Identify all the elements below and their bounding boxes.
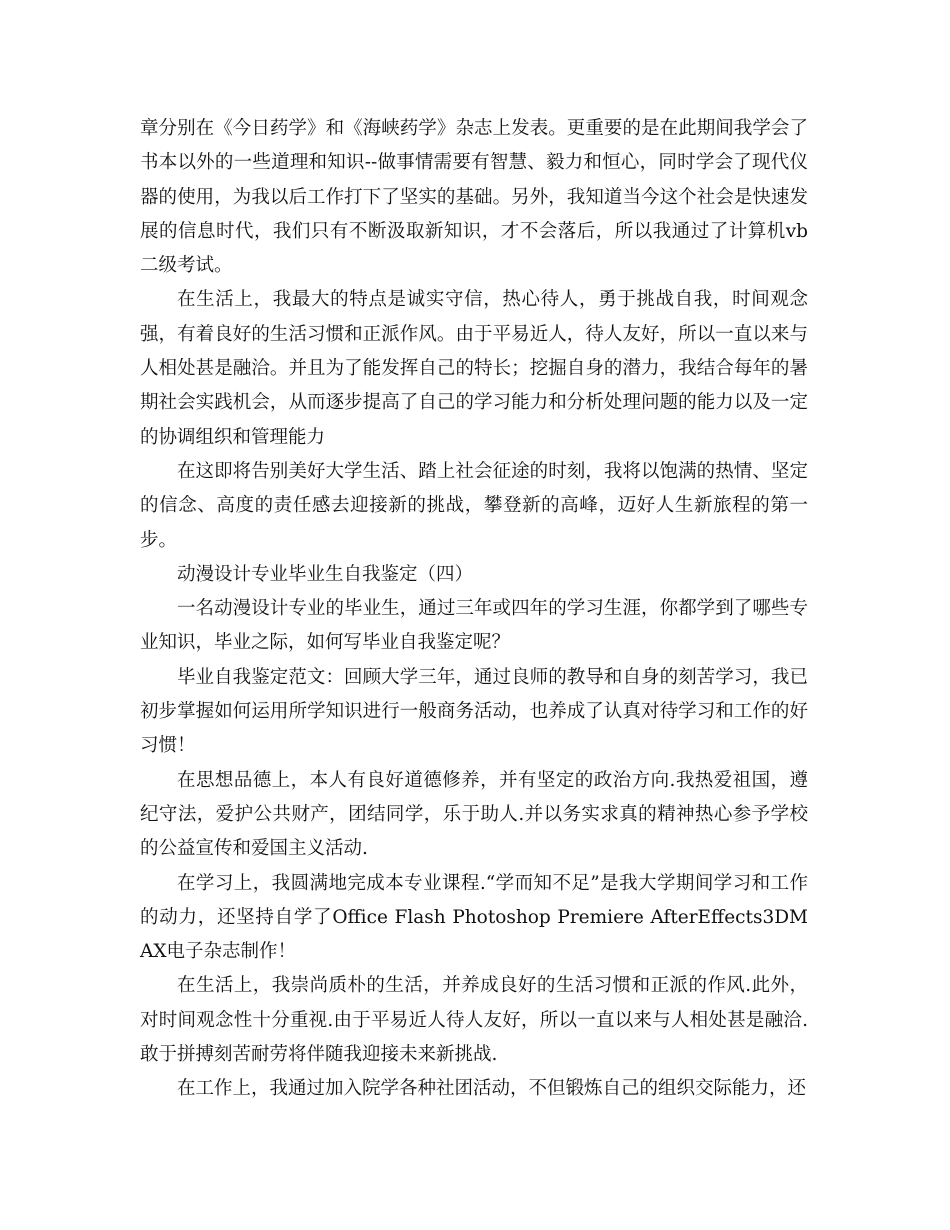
paragraph: 在工作上，我通过加入院学各种社团活动，不但锻炼自己的组织交际能力，还	[177, 1078, 807, 1100]
document-body	[140, 112, 808, 1107]
paragraph: 章分别在《今日药学》和《海峡药学》杂志上发表。更重要的是在此期间我学会了书本以外的一些道理和知识--做事情需要有智慧、毅力和恒心，同时学会了现代仪器的使用，为我以后工作打下了坚实的基础。另外，我知道当今这个社会是快速发展的信息时代，我们只有不断汲取新知识，才不会落后，所以我通过了计算机vb二级考试。	[140, 118, 808, 277]
paragraph: 在学习上，我圆满地完成本专业课程.“学而知不足”是我大学期间学习和工作的动力，还坚持自学了Office Flash Photoshop Premiere AfterEffects3DMAX电子杂志制作！	[140, 872, 808, 963]
paragraph: 在生活上，我最大的特点是诚实守信，热心待人，勇于挑战自我，时间观念强，有着良好的生活习惯和正派作风。由于平易近人，待人友好，所以一直以来与人相处甚是融洽。并且为了能发挥自己的特长；挖掘自身的潜力，我结合每年的暑期社会实践机会，从而逐步提高了自己的学习能力和分析处理问题的能力以及一定的协调组织和管理能力	[140, 289, 808, 448]
paragraph: 在这即将告别美好大学生活、踏上社会征途的时刻，我将以饱满的热情、坚定的信念、高度的责任感去迎接新的挑战，攀登新的高峰，迈好人生新旅程的第一步。	[140, 460, 808, 551]
paragraph: 一名动漫设计专业的毕业生，通过三年或四年的学习生涯，你都学到了哪些专业知识，毕业之际，如何写毕业自我鉴定呢？	[140, 598, 808, 654]
paragraph: 在思想品德上，本人有良好道德修养，并有坚定的政治方向.我热爱祖国，遵纪守法，爱护公共财产，团结同学，乐于助人.并以务实求真的精神热心参予学校的公益宣传和爱国主义活动.	[140, 769, 808, 860]
paragraph: 在生活上，我崇尚质朴的生活，并养成良好的生活习惯和正派的作风.此外，对时间观念性十分重视.由于平易近人待人友好，所以一直以来与人相处甚是融洽.敢于拼搏刻苦耐劳将伴随我迎接未来新挑战.	[140, 975, 808, 1066]
paragraph: 毕业自我鉴定范文：回顾大学三年，通过良师的教导和自身的刻苦学习，我已初步掌握如何运用所学知识进行一般商务活动，也养成了认真对待学习和工作的好习惯！	[140, 666, 808, 757]
section-heading: 动漫设计专业毕业生自我鉴定（四）	[177, 563, 474, 585]
